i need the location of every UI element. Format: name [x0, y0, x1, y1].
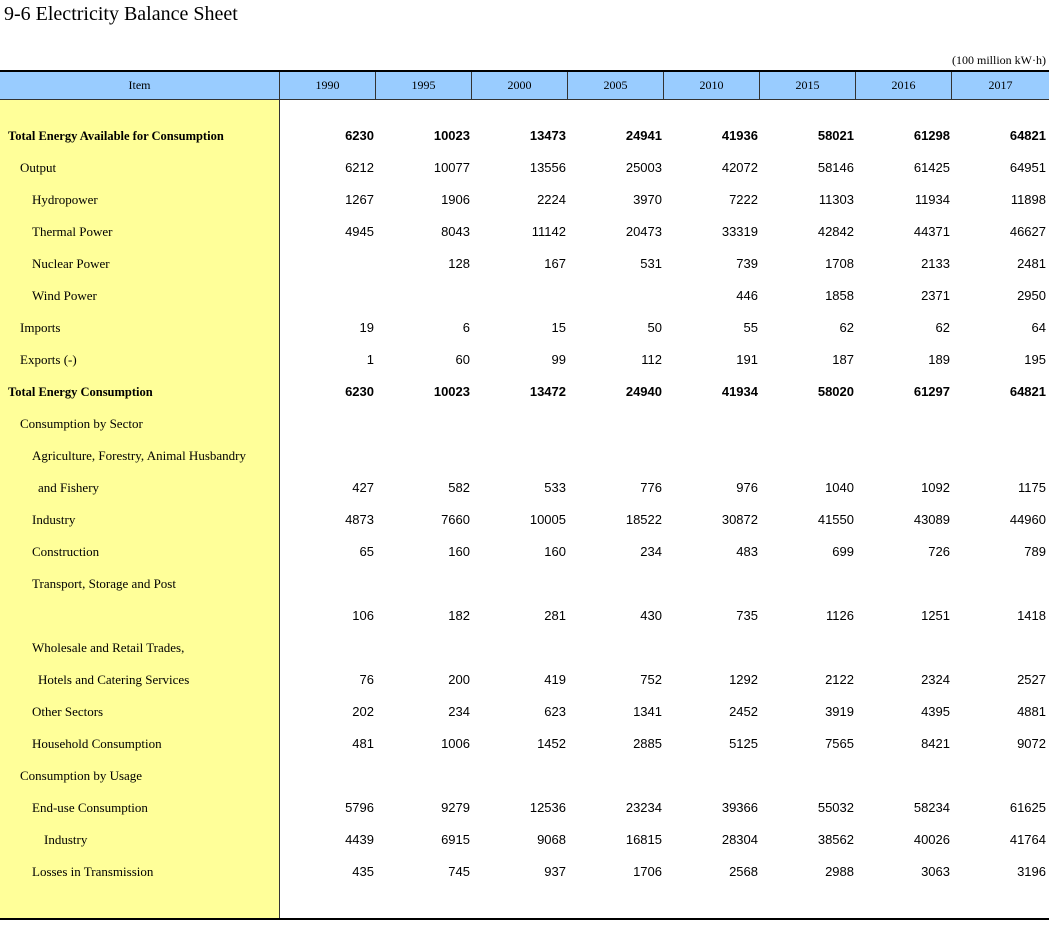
header-year: 1995 — [376, 72, 472, 99]
row-value-2005: 531 — [640, 256, 662, 271]
row-value-2015: 187 — [832, 352, 854, 367]
row-value-2000: 167 — [544, 256, 566, 271]
row-value-2005: 2885 — [633, 736, 662, 751]
row-value-1995: 160 — [448, 544, 470, 559]
row-value-1995: 10023 — [433, 384, 470, 399]
row-value-2016: 4395 — [921, 704, 950, 719]
row-value-1995: 6 — [462, 320, 470, 335]
table-row — [0, 696, 1049, 728]
row-value-2010: 39366 — [721, 800, 758, 815]
row-label: Construction — [32, 544, 100, 559]
row-label: Output — [20, 160, 57, 175]
row-value-2015: 1708 — [825, 256, 854, 271]
row-value-1995: 182 — [448, 608, 470, 623]
row-value-2000: 533 — [544, 480, 566, 495]
row-value-2016: 61425 — [913, 160, 950, 175]
table-row — [0, 184, 1049, 216]
row-value-2005: 24941 — [625, 128, 662, 143]
row-value-1995: 9279 — [441, 800, 470, 815]
row-value-1995: 582 — [448, 480, 470, 495]
row-value-2016: 1092 — [921, 480, 950, 495]
table-row — [0, 728, 1049, 760]
row-value-2016: 61297 — [913, 384, 950, 399]
row-value-2016: 726 — [928, 544, 950, 559]
row-value-2000: 13473 — [529, 128, 566, 143]
row-value-2010: 5125 — [729, 736, 758, 751]
row-value-1995: 234 — [448, 704, 470, 719]
row-value-2005: 1706 — [633, 864, 662, 879]
row-value-2016: 58234 — [913, 800, 950, 815]
row-label: Hydropower — [32, 192, 98, 207]
row-value-1995: 8043 — [441, 224, 470, 239]
row-value-2000: 9068 — [537, 832, 566, 847]
row-value-2005: 3970 — [633, 192, 662, 207]
row-value-2016: 2324 — [921, 672, 950, 687]
row-value-2005: 16815 — [625, 832, 662, 847]
row-label: Hotels and Catering Services — [38, 672, 190, 687]
row-value-1995: 1906 — [441, 192, 470, 207]
row-value-2017: 44960 — [1009, 512, 1046, 527]
row-value-2017: 195 — [1024, 352, 1046, 367]
row-value-2010: 976 — [736, 480, 758, 495]
table-row — [0, 344, 1049, 376]
row-value-2017: 789 — [1024, 544, 1046, 559]
row-value-2016: 40026 — [913, 832, 950, 847]
row-value-2017: 9072 — [1017, 736, 1046, 751]
table-row — [0, 440, 1049, 472]
row-value-2000: 13472 — [529, 384, 566, 399]
row-value-2010: 7222 — [729, 192, 758, 207]
row-value-2017: 1418 — [1017, 608, 1046, 623]
row-value-1995: 200 — [448, 672, 470, 687]
table-row — [0, 760, 1049, 792]
table-row — [0, 376, 1049, 408]
row-value-1990: 427 — [352, 480, 374, 495]
row-value-2000: 13556 — [529, 160, 566, 175]
row-value-2010: 739 — [736, 256, 758, 271]
table-row — [0, 280, 1049, 312]
row-value-2010: 1292 — [729, 672, 758, 687]
row-value-1990: 6230 — [345, 128, 374, 143]
row-label: Total Energy Consumption — [8, 385, 153, 399]
row-value-2000: 281 — [544, 608, 566, 623]
row-value-2000: 12536 — [529, 800, 566, 815]
table-row — [0, 472, 1049, 504]
row-value-2017: 64 — [1031, 320, 1046, 335]
table-bottom-rule — [0, 918, 1049, 920]
row-value-2005: 20473 — [625, 224, 662, 239]
row-label: Other Sectors — [32, 704, 104, 719]
row-value-2015: 1858 — [825, 288, 854, 303]
row-value-2005: 752 — [640, 672, 662, 687]
row-value-2010: 42072 — [721, 160, 758, 175]
header-item: Item — [0, 72, 280, 99]
row-value-1990: 4439 — [345, 832, 374, 847]
row-value-2005: 430 — [640, 608, 662, 623]
row-label: Consumption by Sector — [20, 416, 143, 431]
row-value-2016: 2133 — [921, 256, 950, 271]
row-value-1990: 4873 — [345, 512, 374, 527]
row-value-1990: 481 — [352, 736, 374, 751]
table-row — [0, 216, 1049, 248]
row-value-1990: 435 — [352, 864, 374, 879]
row-value-1995: 10023 — [433, 128, 470, 143]
row-value-2010: 41934 — [721, 384, 758, 399]
row-value-2000: 1452 — [537, 736, 566, 751]
row-value-2017: 2481 — [1017, 256, 1046, 271]
row-value-2000: 160 — [544, 544, 566, 559]
row-value-1995: 1006 — [441, 736, 470, 751]
table-row — [0, 856, 1049, 888]
page-title: 9-6 Electricity Balance Sheet — [4, 3, 238, 25]
row-value-2010: 41936 — [721, 128, 758, 143]
row-value-2015: 58146 — [817, 160, 854, 175]
table-row — [0, 792, 1049, 824]
row-value-2017: 64951 — [1009, 160, 1046, 175]
row-value-1990: 1267 — [345, 192, 374, 207]
row-value-2015: 1126 — [826, 608, 854, 623]
row-label: Wind Power — [32, 288, 97, 303]
table-row — [0, 248, 1049, 280]
row-value-2015: 2988 — [825, 864, 854, 879]
row-value-2017: 64821 — [1009, 128, 1046, 143]
row-value-2015: 2122 — [825, 672, 854, 687]
row-value-1990: 106 — [352, 608, 374, 623]
row-label: Exports (-) — [20, 352, 77, 367]
row-label: Household Consumption — [32, 736, 162, 751]
row-value-2015: 699 — [832, 544, 854, 559]
row-value-1995: 60 — [455, 352, 470, 367]
row-label: Consumption by Usage — [20, 768, 143, 783]
row-value-2010: 191 — [736, 352, 758, 367]
row-value-2016: 61298 — [913, 128, 950, 143]
row-value-2000: 10005 — [529, 512, 566, 527]
table-row — [0, 152, 1049, 184]
row-label: Nuclear Power — [32, 256, 110, 271]
row-value-2000: 623 — [544, 704, 566, 719]
row-label: End-use Consumption — [32, 800, 148, 815]
row-value-2016: 62 — [935, 320, 950, 335]
row-value-1995: 6915 — [441, 832, 470, 847]
row-value-2016: 2371 — [921, 288, 950, 303]
row-label: Total Energy Available for Consumption — [8, 129, 224, 143]
header-year: 2005 — [568, 72, 664, 99]
row-value-2016: 11934 — [914, 192, 950, 207]
table-row — [0, 824, 1049, 856]
row-value-2010: 28304 — [721, 832, 758, 847]
header-year: 1990 — [280, 72, 376, 99]
row-value-2010: 2452 — [729, 704, 758, 719]
header-year: 2017 — [952, 72, 1049, 99]
row-value-2017: 4881 — [1017, 704, 1046, 719]
row-value-1990: 202 — [352, 704, 374, 719]
table-row — [0, 632, 1049, 664]
table-row — [0, 120, 1049, 152]
row-value-2005: 18522 — [625, 512, 662, 527]
row-value-2017: 2527 — [1017, 672, 1046, 687]
row-value-1990: 65 — [359, 544, 374, 559]
row-value-2010: 483 — [736, 544, 758, 559]
row-value-2005: 234 — [640, 544, 662, 559]
row-value-2015: 55032 — [817, 800, 854, 815]
row-value-2016: 3063 — [921, 864, 950, 879]
row-value-1995: 7660 — [441, 512, 470, 527]
row-label: Imports — [20, 320, 61, 335]
row-value-2016: 1251 — [921, 608, 950, 623]
row-value-1990: 1 — [366, 352, 374, 367]
table-row — [0, 312, 1049, 344]
table-row — [0, 568, 1049, 632]
row-value-2015: 11303 — [818, 192, 854, 207]
row-value-2000: 99 — [551, 352, 566, 367]
header-year: 2016 — [856, 72, 952, 99]
header-year: 2010 — [664, 72, 760, 99]
row-value-2005: 1341 — [633, 704, 662, 719]
row-value-1995: 128 — [448, 256, 470, 271]
row-value-2000: 11142 — [531, 224, 566, 239]
row-value-2010: 446 — [736, 288, 758, 303]
table-row — [0, 504, 1049, 536]
row-value-1990: 6230 — [345, 384, 374, 399]
row-value-2010: 30872 — [721, 512, 758, 527]
row-value-2015: 62 — [839, 320, 854, 335]
row-value-2005: 112 — [641, 352, 662, 367]
row-label: Transport, Storage and Post — [32, 576, 176, 591]
header-year: 2015 — [760, 72, 856, 99]
row-value-2005: 23234 — [625, 800, 662, 815]
row-label: Thermal Power — [32, 224, 113, 239]
unit-note: (100 million kW·h) — [952, 53, 1046, 67]
row-value-2017: 11898 — [1010, 192, 1046, 207]
table-header-row — [0, 72, 1049, 99]
row-value-2017: 64821 — [1009, 384, 1046, 399]
row-value-2010: 2568 — [729, 864, 758, 879]
row-value-2015: 38562 — [817, 832, 854, 847]
row-value-1990: 76 — [359, 672, 374, 687]
row-value-1990: 5796 — [345, 800, 374, 815]
row-value-2005: 50 — [647, 320, 662, 335]
row-value-2015: 58021 — [817, 128, 854, 143]
row-value-2005: 776 — [640, 480, 662, 495]
row-value-2015: 41550 — [817, 512, 854, 527]
row-value-2016: 8421 — [921, 736, 950, 751]
row-value-2017: 46627 — [1009, 224, 1046, 239]
table-row — [0, 536, 1049, 568]
row-value-2000: 2224 — [537, 192, 566, 207]
header-year: 2000 — [472, 72, 568, 99]
table-body — [0, 120, 1049, 888]
row-label: Agriculture, Forestry, Animal Husbandry — [32, 448, 246, 463]
row-label: Losses in Transmission — [32, 864, 154, 879]
row-label: Industry — [44, 832, 88, 847]
row-value-2015: 42842 — [817, 224, 854, 239]
row-label: and Fishery — [38, 480, 100, 495]
row-value-2015: 1040 — [825, 480, 854, 495]
row-value-2017: 61625 — [1009, 800, 1046, 815]
row-label: Wholesale and Retail Trades, — [32, 640, 185, 655]
row-value-2015: 3919 — [825, 704, 854, 719]
row-value-2016: 43089 — [913, 512, 950, 527]
row-value-2017: 2950 — [1017, 288, 1046, 303]
row-value-2016: 189 — [928, 352, 950, 367]
row-value-2015: 7565 — [825, 736, 854, 751]
row-value-2010: 735 — [736, 608, 758, 623]
row-value-1995: 10077 — [433, 160, 470, 175]
row-value-1990: 6212 — [345, 160, 374, 175]
row-value-2010: 55 — [743, 320, 758, 335]
row-value-2017: 3196 — [1017, 864, 1046, 879]
row-value-1995: 745 — [448, 864, 470, 879]
row-value-2005: 25003 — [625, 160, 662, 175]
table-row — [0, 664, 1049, 696]
row-value-2000: 15 — [551, 320, 566, 335]
row-value-2017: 41764 — [1009, 832, 1046, 847]
row-value-2015: 58020 — [817, 384, 854, 399]
row-value-1990: 4945 — [345, 224, 374, 239]
row-value-2010: 33319 — [721, 224, 758, 239]
row-label: Industry — [32, 512, 76, 527]
row-value-1990: 19 — [359, 320, 374, 335]
row-value-2000: 419 — [544, 672, 566, 687]
row-value-2005: 24940 — [625, 384, 662, 399]
table-row — [0, 408, 1049, 440]
row-value-2000: 937 — [544, 864, 566, 879]
row-value-2017: 1175 — [1018, 480, 1046, 495]
row-value-2016: 44371 — [913, 224, 950, 239]
